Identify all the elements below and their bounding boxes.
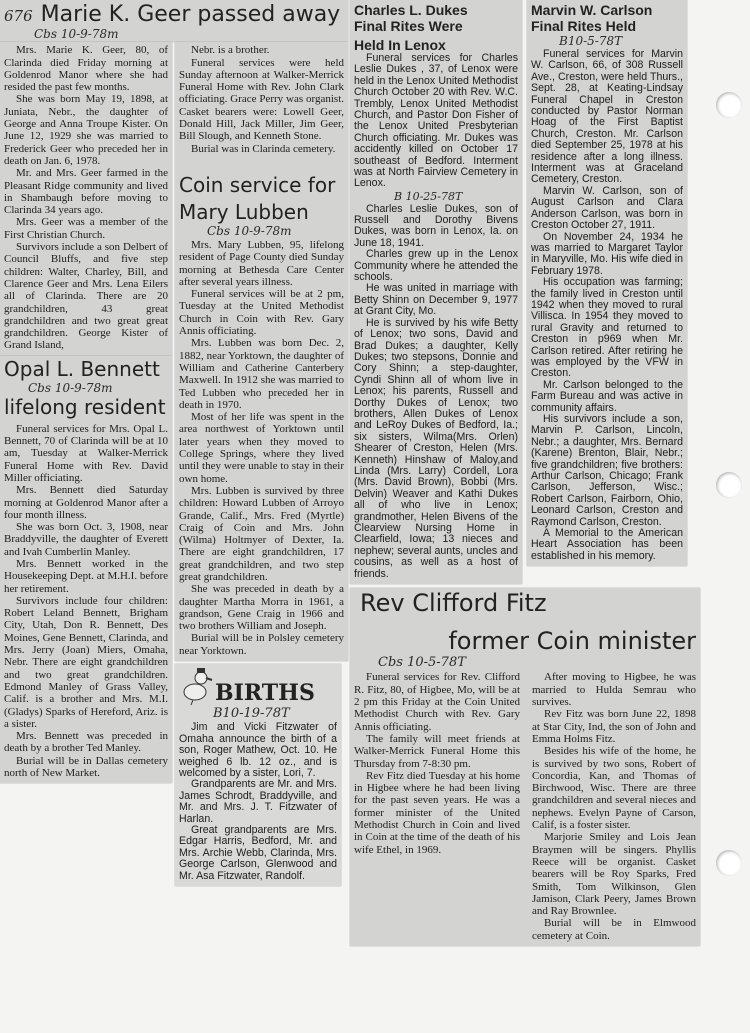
carlson-note: B10-5-78T [559,34,623,48]
geer-note: Cbs 10-9-78m [34,27,119,42]
fitz-headline-1: Rev Clifford Fitz [360,589,547,618]
paragraph: Funeral services were held Sunday afternoon at Walker-Merrick Funeral Home with Rev. John Clark officiating. Grace Perry was organist. Casket bearers were: Lowell Geer, Donald Hill, Jack Miller, Jim Geer, Bill Slough, and Kenneth Stone. [179,56,344,143]
fitz-headline-2: former Coin minister [448,626,696,655]
paragraph: Rev Fitz died Tuesday at his home in Higbee where he had been living for the past seven years. He was a former minister of the United Methodist Church in Coin and lived in Coin at the time of the death of his wife Ethel, in 1969. [354,769,520,856]
paragraph: Funeral services for Marvin W. Carlson, 66, of 308 Russell Ave., Creston, were held Thurs., Sept. 28, at Keating-Lindsay Funeral Chapel in Creston conducted by Pastor Norman Hoag of the First Baptist Church, Creston. Mr. Carlson died September 25, 1978 at his residence after a long illness. Interment was at Graceland Cemetery, Creston. [531,48,683,186]
paragraph: A Memorial to the American Heart Association has been established in his memory. [531,527,683,562]
clipping-bennett [0,356,172,784]
left-column-a [0,42,172,783]
lubben-headline-1: Coin service for [179,172,336,197]
carlson-headline-2: Final Rites Held [531,18,637,34]
paragraph: Jim and Vicki Fitzwater of Omaha announce the birth of a son, Roger Mathew, Oct. 10. He weighed 6 lb. 12 oz., and is welcomed by a sister, Lori, 7. [179,721,337,779]
paragraph: Great grandparents are Mrs. Edgar Harris, Bedford, Mr. and Mrs. Archie Webb, Clarinda, Mrs. George Carlson, Glenwood and Mr. Asa Fitzwater, Randolf. [179,823,337,882]
paragraph: Rev Fitz was born June 22, 1898 at Star City, Ind, the son of John and Emma Holms Fitz. [532,708,696,745]
paragraph: Funeral services will be at 2 pm, Tuesday at the United Methodist Church in Coin with Rev. Gary Annis officiating. [179,288,344,338]
paragraph: Burial will be in Polsley cemetery near Yorktown. [179,632,344,657]
paragraph: Funeral services for Charles Leslie Dukes , 37, of Lenox were held in the Lenox United Methodist Church October 20 with Rev. W.C. Trembly, Lenox United Methodist Church, and Pastor Don Fisher of the Lenox United Presbyterian Church officiating. Mr. Dukes was accidently killed on October 17 southeast of Bedford. Interment was at North Fairview Cemetery in Lenox. [354,52,518,190]
paragraph: Mrs. Bennett was preceded in death by a brother Ted Manley. [4,730,168,755]
paragraph: Marvin W. Carlson, son of August Carlson and Clara Anderson Carlson, was born in Creston October 27, 1911. [531,184,683,232]
paragraph: His survivors include a son, Marvin P. Carlson, Lincoln, Nebr.; a daughter, Mrs. Bernard (Karene) Brenton, Blair, Nebr.; five grandchildren; five brothers: Arthur Carlson, Chicago; Frank Carlson, Jefferson, Wisc.; Robert Carlson, Fairborn, Ohio, Leonard Carlson, Creston and Raymond Carlson, Creston. [531,413,683,528]
clipping-geer-col1 [0,42,172,355]
dukes-body-a [354,53,518,190]
births-body [179,722,337,882]
paragraph: Mr. Carlson belonged to the Farm Bureau and was active in community affairs. [531,378,683,414]
paragraph: He is survived by his wife Betty of Lenox; two sons, David and Brad Dukes; a daughter, Kelly Dukes; two stepsons, Donnie and Cory Shinn; a step-daughter, Cyndi Shinn all of whom live in Lenox; his parents, Russell and Dorthy Dukes of Lenox; two brothers, Allen Dukes of Lenox and LeRoy Dukes of Bedford, Ia.; six sisters, Wilma(Mrs. Orlen) Shearer of Creston, Helen (Mrs. Kenneth) Hinshaw of Maloy,and Linda (Mrs. Larry) Cordell, Lora (Mrs. David Brown), Bobbi (Mrs. Delvin) Weaver and Kathi Dukes all of who live in Lenox; grandmother, Helen Bivens of the Clearview Nursing Home in Clearfield, Iowa; 13 nieces and nephew; several aunts, uncles and cousins, as well as a host of friends. [354,316,518,580]
paragraph: She was born May 19, 1898, at Juniata, Nebr., the daughter of George and Anna Troupe Kister. On June 12, 1929 she was married to Frederick Geer who preceded her in death on Jan. 6, 1978. [4,93,168,167]
paragraph: Funeral services for Mrs. Opal L. Bennett, 70 of Clarinda will be at 10 am, Tuesday at Walker-Merrick Funeral Home with Rev. David Miller officiating. [4,422,168,484]
bennett-body [4,423,168,780]
paragraph: Survivors include four children: Robert Leland Bennett, Brigham City, Utah, Don R. Bennett, Des Moines, Gene Bennett, Clarinda, and Mrs. Jerry (Joan) Miers, Omaha, Nebr. There are eight grandchildren and two great grandchildren. Edmond Manley of Grass Valley, Calif. is a brother and Mrs. M.I. (Gladys) Sparks of Hereford, Ariz. is a sister. [4,594,168,730]
dukes-headline-3: Held In Lenox [354,37,446,53]
fitz-column-1 [354,671,520,855]
fitz-column-2 [532,671,696,942]
dukes-headline-2: Final Rites Were [354,18,463,34]
binder-hole [716,472,742,498]
paragraph: Mrs. Geer was a member of the First Christian Church. [4,216,168,241]
fitz-note: Cbs 10-5-78T [378,655,466,671]
lubben-note: Cbs 10-9-78m [207,223,292,238]
paragraph: Survivors include a son Delbert of Council Bluffs, and five step children: Walter, Charley, Bill, and Clarence Geer and Mrs. Lena Eilers all of Clarinda. There are 20 grandchildren, 43 great grandchildren and two great great grandchildren. George Kister of Grand Island, [4,241,168,352]
clipping-dukes [350,0,522,584]
paragraph: Most of her life was spent in the area northwest of Yorktown until later years when they moved to College Springs, where they lived until they were unable to stay in their own home. [179,411,344,485]
bennett-headline-2: lifelong resident [4,394,166,419]
paragraph: On November 24, 1934 he was married to Margaret Taylor in Maryville, Mo. His wife died in February 1978. [531,230,683,277]
paragraph: She was born Oct. 3, 1908, near Braddyville, the daughter of Everett and Ivah Cumberlin Manley. [4,521,168,558]
paragraph: His occupation was farming; the family lived in Creston until 1942 when they moved to rural Villisca. In 1954 they moved to rural Gravity and returned to Creston in p969 when Mr. Carlson retired. After retiring he was employed by the VFW in Creston. [531,276,683,380]
page-number: 676 [4,7,33,25]
clipping-geer-col2 [175,42,348,661]
stork-icon [179,666,213,706]
paragraph: Grandparents are Mr. and Mrs. James Schrodt, Braddyville, and Mr. and Mrs. J. T. Fitzwater of Harlan. [179,778,337,825]
binder-hole [716,92,742,118]
paragraph: Charles Leslie Dukes, son of Russell and Dorothy Bivens Dukes, was born in Lenox, Ia. on June 18, 1941. [354,202,518,249]
clipping-births [175,664,341,886]
left-column-b [175,42,348,886]
dukes-body-b [354,204,518,580]
paragraph: Mrs. Lubben was born Dec. 2, 1882, near Yorktown, the daughter of William and Catherine Canterbery Maxwell. In 1912 she was married to Ted Lubben who preceded her in death in 1970. [179,337,344,411]
births-headline: BIRTHS [215,679,315,706]
geer-headline: Marie K. Geer passed away [40,2,341,27]
paragraph: Nebr. is a brother. [191,44,270,57]
paragraph: Burial will be in Elmwood cemetery at Coin. [532,917,696,942]
paragraph: Mrs. Lubben is survived by three children: Howard Lubben of Arroyo Grande, Calif., Mrs. Fred (Myrtle) Craig of Coin and Mrs. John (Wilma) Holtmyer of Dexter, Ia. There are eight grandchildren, 17 great grandchildren, and two step great grandchildren. [179,484,344,583]
paragraph: He was united in marriage with Betty Shinn on December 9, 1977 at Grant City, Mo. [354,282,518,318]
dukes-note: B 10-25-78T [394,189,463,203]
paragraph: Burial was in Clarinda cemetery. [191,142,336,155]
geer-column-2 [179,44,344,155]
clipping-geer-header [0,0,348,42]
geer-column-1 [4,44,168,351]
bennett-headline-1: Opal L. Bennett [4,356,160,381]
dukes-body [354,53,518,580]
left-area [0,0,348,886]
carlson-headline-1: Marvin W. Carlson [531,2,653,18]
paragraph: After moving to Higbee, he was married to Hulda Semrau who survives. [532,671,696,709]
paragraph: She was preceded in death by a daughter Martha Morra in 1961, a grandson, Gene Craig in 1966 and two brothers William and Joseph. [179,583,344,633]
right-area [350,0,700,946]
paragraph: Mrs. Marie K. Geer, 80, of Clarinda died Friday morning at Goldenrod Manor where she had resided the past few months. [4,44,168,94]
paragraph: Mrs. Mary Lubben, 95, lifelong resident of Page County died Sunday morning at Bethesda Care Center after several years illness. [179,238,344,288]
clipping-carlson [527,0,687,566]
paragraph: Burial will be in Dallas cemetery north of New Market. [4,754,168,780]
clipping-fitz [350,588,700,946]
paragraph: Mrs. Bennett worked in the Housekeeping Dept. at M.H.I. before her retirement. [4,557,168,595]
binder-hole [716,850,742,876]
bennett-note: Cbs 10-9-78m [28,380,113,395]
lubben-body [179,239,344,657]
paragraph: Besides his wife of the home, he is survived by two sons, Robert of Concordia, Kan, and Thomas of Birchwood, Wisc. There are three grandchildren and several nieces and nephews. Evelyn Payne of Carson, Calif, is a foster sister. [532,745,696,832]
paragraph: Funeral services for Rev. Clifford R. Fitz, 80, of Higbee, Mo, will be at 2 pm this Friday at the Coin United Methodist Church with Rev. Gary Annis officiating. [354,671,520,733]
paragraph: Mrs. Bennett died Saturday morning at Goldenrod Manor after a four month illness. [4,484,168,521]
lubben-headline-2: Mary Lubben [179,199,309,224]
paragraph: Mr. and Mrs. Geer farmed in the Pleasant Ridge community and lived in Shambaugh before moving to Clarinda 34 years ago. [4,167,168,217]
dukes-headline-1: Charles L. Dukes [354,2,468,18]
paragraph: Charles grew up in the Lenox Community where he attended the schools. [354,248,518,284]
births-note: B10-19-78T [213,706,290,722]
paragraph: Marjorie Smiley and Lois Jean Braymen will be singers. Phyllis Reece will be organist. Casket bearers will be Roy Sparks, Fred Smith, Tom Wilkinson, Glen Jamison, Clark Peery, James Brown and Ray Brownlee. [532,831,696,918]
paragraph: The family will meet friends at Walker-Merrick Funeral Home this Thursday from 7-8:30 pm. [354,732,520,770]
carlson-body [531,49,683,562]
